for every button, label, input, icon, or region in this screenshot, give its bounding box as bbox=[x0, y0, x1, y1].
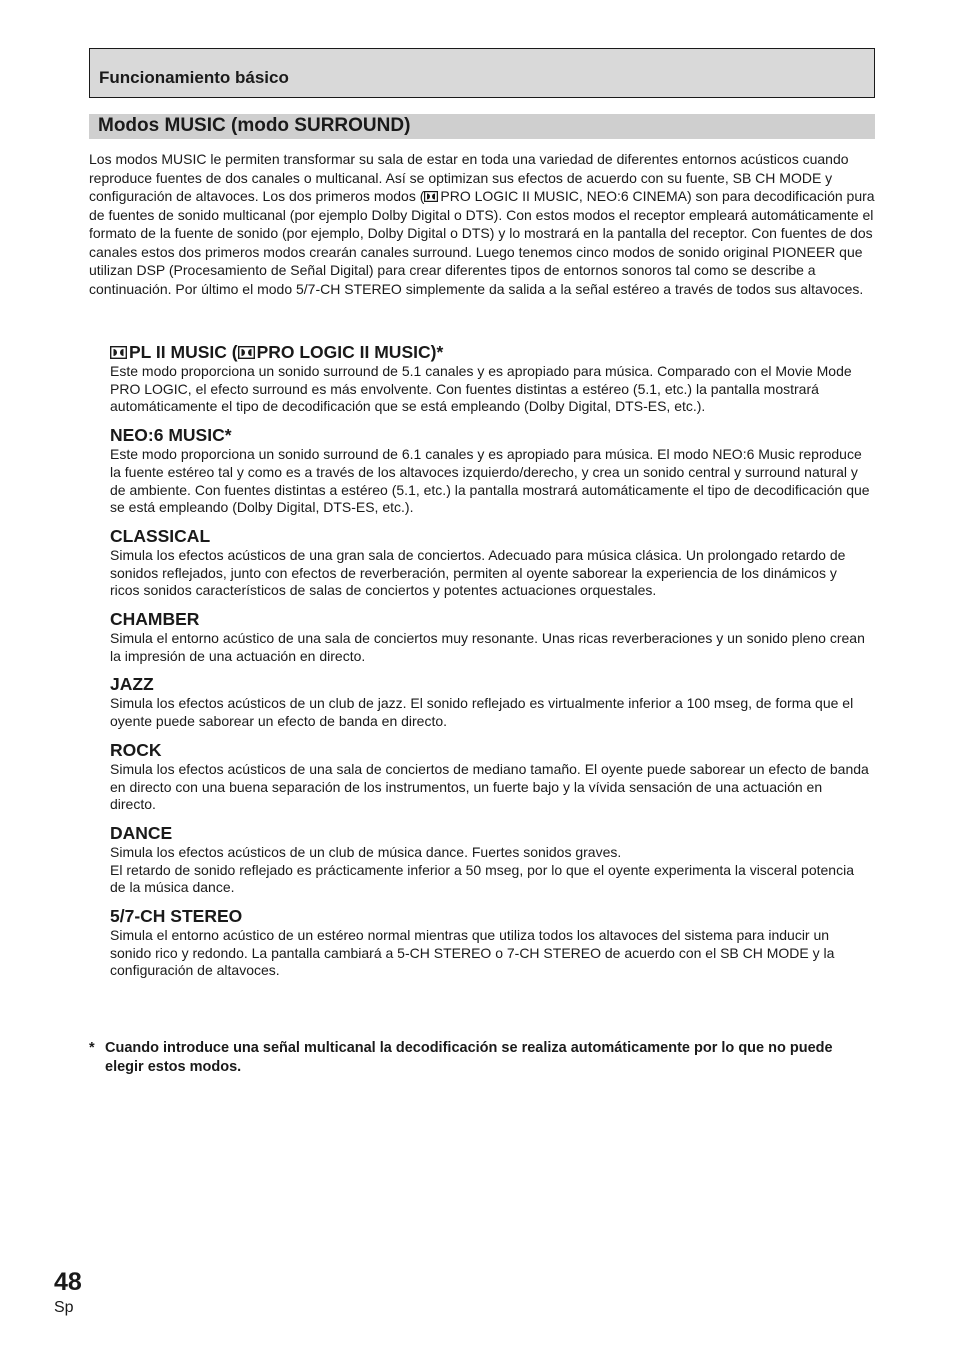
mode-neo6-music-desc: Este modo proporciona un sonido surround de 6.1 canales y es apropiado para música. El modo NEO:6 Music reproduce la fuente estéreo tal y como es a través de los altavoces izquierdo/derecho, y crea un sonido central y surround natural y de ambiente. Con fuentes distintas a estéreo (5.1, etc.) la pantalla mostrará automáticamente el tipo de decodificación que se está empleando (Dolby Digital, DTS-ES, etc.). bbox=[110, 446, 870, 516]
mode-classical-desc: Simula los efectos acústicos de una gran sala de conciertos. Adecuado para música clásica. Un prolongado retardo de sonidos reflejados, junto con efectos de reverberación, permiten al oyente saborear la experiencia de los dinámicos y ricos sonidos característicos de salas de conciertos y potentes actuaciones orquestales. bbox=[110, 546, 846, 599]
mode-classical-title: CLASSICAL bbox=[110, 525, 211, 546]
section-header bbox=[89, 48, 875, 98]
mode-rock bbox=[110, 740, 870, 814]
mode-pl2-title-a: PL II MUSIC ( bbox=[129, 342, 238, 362]
mode-dance bbox=[110, 823, 870, 897]
intro-paragraph bbox=[89, 150, 879, 298]
mode-stereo-desc: Simula el entorno acústico de un estéreo normal mientras que utiliza todos los altavoces del sistema para inducir un sonido rico y redondo. La pantalla cambiará a 5-CH STEREO o 7-CH STEREO de acuerdo con el SB CH MODE y la configuración de altavoces. bbox=[110, 927, 835, 979]
mode-rock-desc: Simula los efectos acústicos de una sala de conciertos de mediano tamaño. El oyente puede saborear un efecto de banda en directo con una buena separación de los instrumentos, un fuerte bajo y la vívida sensación de una actuación en directo. bbox=[110, 760, 869, 813]
mode-pl2-music-desc: Este modo proporciona un sonido surround de 5.1 canales y es apropiado para música. Comparado con el Movie Mode PRO LOGIC, el efecto surround es más envolvente. Con fuentes distintas a estéreo (5.1, etc.) la pantalla mostrará automáticamente el tipo de decodificación que se está empleando (Dolby Digital, DTS-ES, etc.). bbox=[110, 363, 852, 415]
footnote-marker: * bbox=[89, 1040, 95, 1056]
mode-stereo bbox=[110, 906, 870, 980]
dolby-double-d-icon bbox=[424, 191, 438, 202]
footnote-text: Cuando introduce una señal multicanal la decodificación se realiza automáticamente por lo que no puede elegir estos modos. bbox=[105, 1040, 833, 1075]
mode-jazz-title: JAZZ bbox=[110, 674, 154, 695]
section-header-label: Funcionamiento básico bbox=[99, 68, 289, 87]
page-number: 48 bbox=[54, 1268, 82, 1296]
mode-pl2-title-b: PRO LOGIC II MUSIC)* bbox=[256, 342, 444, 362]
mode-neo6-music bbox=[110, 425, 870, 517]
mode-neo6-music-title: NEO:6 MUSIC* bbox=[110, 425, 232, 446]
mode-dance-desc-line2: El retardo de sonido reflejado es prácticamente inferior a 50 mseg, por lo que el oyente experimenta la visceral potencia de la música dance. bbox=[110, 861, 854, 896]
modes-list bbox=[110, 342, 870, 989]
mode-chamber-title: CHAMBER bbox=[110, 609, 200, 630]
mode-chamber bbox=[110, 609, 870, 665]
mode-rock-title: ROCK bbox=[110, 739, 162, 760]
dolby-double-d-icon bbox=[110, 346, 127, 359]
section-title-bar bbox=[89, 114, 875, 139]
mode-dance-desc-line1: Simula los efectos acústicos de un club de música dance. Fuertes sonidos graves. bbox=[110, 843, 622, 860]
mode-stereo-title: 5/7-CH STEREO bbox=[110, 906, 243, 927]
mode-pl2-music bbox=[110, 342, 870, 416]
mode-chamber-desc: Simula el entorno acústico de una sala de conciertos muy resonante. Unas ricas reverberaciones y un sonido pleno crean la impresión de una actuación en directo. bbox=[110, 630, 865, 664]
mode-dance-title: DANCE bbox=[110, 822, 173, 843]
page-title: Modos MUSIC (modo SURROUND) bbox=[98, 115, 411, 136]
mode-jazz bbox=[110, 674, 870, 730]
intro-text-part2: PRO LOGIC II MUSIC, NEO:6 CINEMA) son para decodificación pura de fuentes de sonido multicanal (por ejemplo Dolby Digital o DTS). Con estos modos el receptor empleará automáticamente el formato de la fuente de sonido (por ejemplo, Dolby Digital o DTS) y lo mostrará en la pantalla del receptor. Con fuentes de dos canales estos dos primeros modos crearán canales surround. Luego tenemos cinco modos de sonido original PIONEER que utilizan DSP (Procesamiento de Señal Digital) para crear diferentes tipos de entornos sonoros tal como se describe a continuación. Por último el modo 5/7-CH STEREO simplemente da salida a la señal estéreo a través de todos sus altavoces. bbox=[89, 188, 875, 297]
mode-jazz-desc: Simula los efectos acústicos de un club de jazz. El sonido reflejado es virtualmente inferior a 100 mseg, de forma que el oyente puede saborear un efecto de banda en directo. bbox=[110, 695, 854, 730]
mode-classical bbox=[110, 526, 870, 600]
intro-text-part1: Los modos MUSIC le permiten transformar su sala de estar en toda una variedad de diferentes entornos acústicos cuando reproduce fuentes de dos canales o multicanal. Así se optimizan sus efectos de acuerdo con su fuente, SB CH MODE y configuración de altavoces. Los dos primeros modos ( bbox=[89, 151, 849, 204]
page-language: Sp bbox=[54, 1299, 74, 1316]
dolby-double-d-icon bbox=[238, 346, 255, 359]
mode-pl2-music-title bbox=[110, 342, 870, 363]
